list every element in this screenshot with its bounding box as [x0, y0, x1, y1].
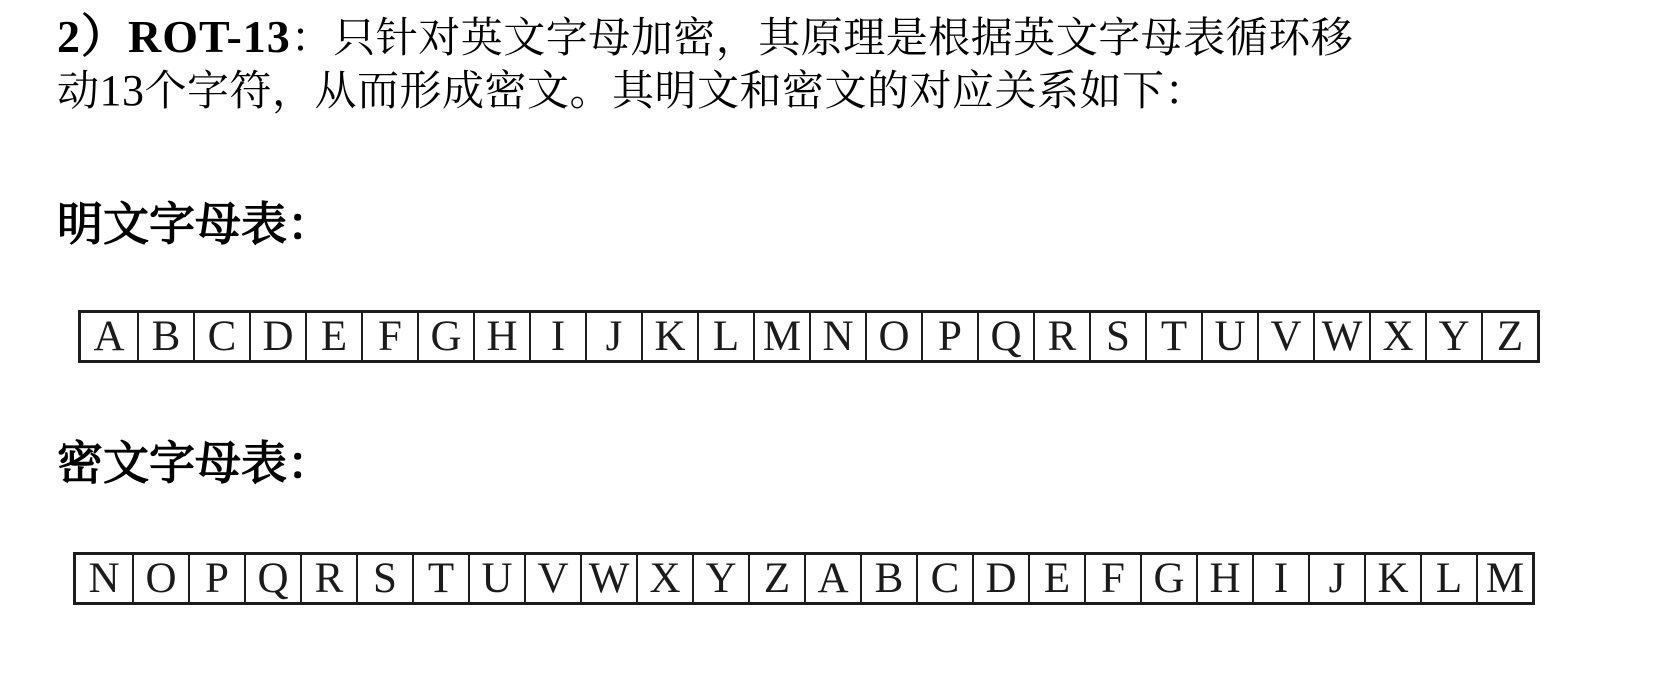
letter-cell: R	[300, 555, 356, 602]
letter-cell: W	[1313, 313, 1369, 360]
letter-cell: J	[585, 313, 641, 360]
letter-cell: C	[193, 313, 249, 360]
letter-cell: P	[188, 555, 244, 602]
letter-cell: I	[529, 313, 585, 360]
letter-cell: S	[1089, 313, 1145, 360]
letter-cell: A	[93, 313, 125, 360]
paragraph-line-2	[57, 64, 1676, 117]
letter-cell: W	[580, 555, 636, 602]
letter-cell: A	[804, 555, 860, 602]
letter-cell: X	[1369, 313, 1425, 360]
letter-cell: Z	[1481, 313, 1537, 360]
letter-cell: I	[1252, 555, 1308, 602]
paragraph-line-1	[57, 10, 1676, 64]
letter-cell: K	[1364, 555, 1420, 602]
letter-cell: D	[972, 555, 1028, 602]
letter-cell: Q	[244, 555, 300, 602]
letter-cell: S	[356, 555, 412, 602]
letter-cell: Q	[977, 313, 1033, 360]
text-segment: 动	[57, 67, 100, 114]
letter-cell: Z	[748, 555, 804, 602]
letter-cell: U	[468, 555, 524, 602]
letter-cell: U	[1201, 313, 1257, 360]
letter-cell: R	[1033, 313, 1089, 360]
letter-cell: O	[132, 555, 188, 602]
letter-cell: T	[412, 555, 468, 602]
letter-cell: X	[636, 555, 692, 602]
text-segment: 13	[99, 66, 145, 115]
letter-cell: K	[641, 313, 697, 360]
letter-cell: L	[1420, 555, 1476, 602]
letter-cell: H	[473, 313, 529, 360]
ciphertext-alphabet-heading: 密文字母表：	[57, 437, 333, 489]
letter-cell: N	[809, 313, 865, 360]
letter-cell: Y	[692, 555, 748, 602]
letter-cell: E	[305, 313, 361, 360]
text-segment: ：只针对英文字母加密，其原理是根据英文字母表循环移	[290, 14, 1354, 61]
letter-cell: J	[1308, 555, 1364, 602]
letter-cell: C	[916, 555, 972, 602]
letter-cell: E	[1028, 555, 1084, 602]
letter-cell: L	[697, 313, 753, 360]
letter-cell: V	[1257, 313, 1313, 360]
text-segment: 2）ROT-13	[57, 11, 291, 62]
letter-cell: D	[249, 313, 305, 360]
plaintext-alphabet-heading: 明文字母表：	[57, 198, 333, 250]
letter-cell: T	[1145, 313, 1201, 360]
letter-cell: M	[1476, 555, 1532, 602]
letter-cell: F	[1084, 555, 1140, 602]
letter-cell: B	[860, 555, 916, 602]
ciphertext-alphabet-table	[73, 552, 1535, 605]
text-segment: 个字符，从而形成密文。其明文和密文的对应关系如下：	[144, 67, 1208, 114]
letter-cell: P	[921, 313, 977, 360]
letter-cell: F	[361, 313, 417, 360]
plaintext-alphabet-table	[78, 310, 1540, 363]
intro-paragraph	[57, 10, 1676, 117]
letter-cell: O	[865, 313, 921, 360]
letter-cell: H	[1196, 555, 1252, 602]
letter-cell: N	[88, 555, 120, 602]
letter-cell: G	[1140, 555, 1196, 602]
letter-cell: B	[137, 313, 193, 360]
letter-cell: Y	[1425, 313, 1481, 360]
letter-cell: M	[753, 313, 809, 360]
letter-cell: G	[417, 313, 473, 360]
letter-cell: V	[524, 555, 580, 602]
